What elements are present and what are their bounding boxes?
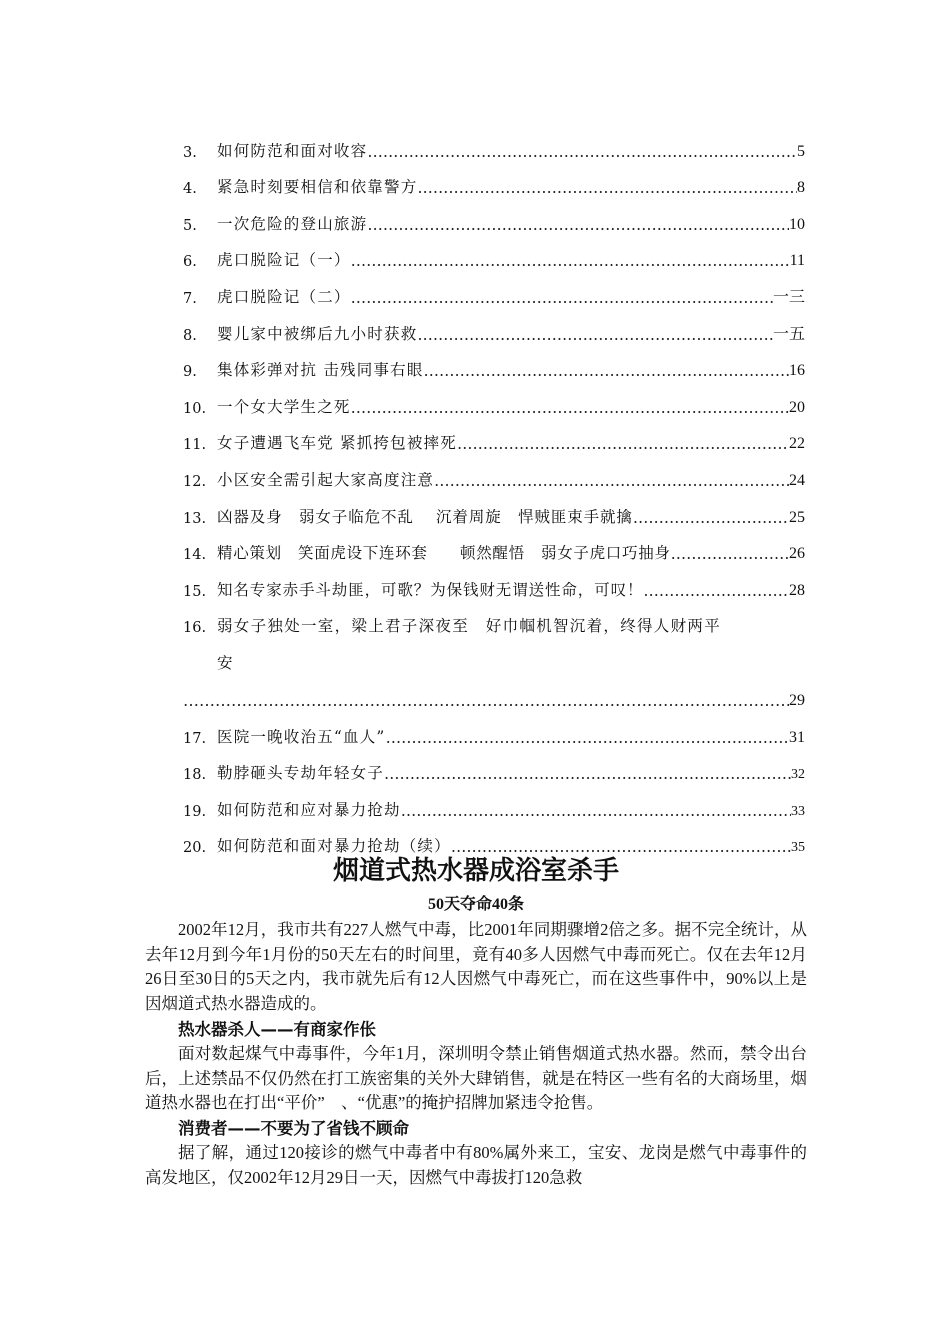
toc-entry-page: 28 [789,581,805,599]
article [145,850,807,1190]
article-paragraph: 面对数起煤气中毒事件，今年1月，深圳明令禁止销售烟道式热水器。然而，禁令出台后，上述禁品不仅仍然在打工族密集的关外大肆销售，就是在特区一些有名的大商场里，烟道热水器也在打出“平价” 、“优惠”的掩护招牌加紧违令抢售。 [145,1043,807,1113]
toc-leader-dots [351,252,790,270]
article-section-heading: 热水器杀人——有商家作伥 [178,1019,376,1039]
toc-leader-dots [351,399,789,417]
toc-entry-page: 5 [797,142,805,160]
toc-entry-number: 18. [183,767,207,784]
toc-entry[interactable] [183,453,805,490]
toc-leader-dots [183,691,789,710]
toc-entry-page: 20 [789,398,805,416]
toc-entry-title: 凶器及身 弱女子临危不乱 沉着周旋 悍贼匪束手就擒 [217,507,633,526]
toc-entry-page: 24 [789,471,805,489]
article-paragraph: 据了解，通过120接诊的燃气中毒者中有80%属外来工，宝安、龙岗是燃气中毒事件的高发地区，仅2002年12月29日一天，因燃气中毒拔打120急救 [145,1142,807,1187]
toc-entry-page: 16 [789,362,805,380]
toc-entry-title: 知名专家赤手斗劫匪，可歌？为保钱财无谓送性命，可叹！ [217,580,644,599]
toc-entry[interactable] [183,710,805,747]
toc-entry-title: 集体彩弹对抗 击残同事右眼 [217,361,424,380]
toc-leader-dots [643,582,789,600]
toc-entry-title: 如何防范和应对暴力抢劫 [217,800,401,819]
toc-entry-number: 8. [183,327,197,344]
toc-entry[interactable] [183,527,805,564]
toc-entry-page: 26 [789,545,805,563]
toc-entry[interactable] [183,490,805,527]
toc-entry[interactable] [183,563,805,600]
toc-entry-title: 一次危险的登山旅游 [217,214,368,233]
toc-entry-page: 一五 [772,325,805,343]
toc-entry-number: 10. [183,400,207,417]
toc-entry-title: 如何防范和面对暴力抢劫（续） [217,837,451,856]
toc-leader-dots [401,802,791,820]
toc-entry-page: 29 [789,691,805,709]
toc-entry-title: 紧急时刻要相信和依靠警方 [217,178,418,197]
toc-entry-title: 虎口脱险记（二） [217,287,351,306]
toc-entry-title: 勒脖砸头专劫年轻女子 [217,764,385,783]
toc-leader-dots [417,179,797,197]
toc-entry[interactable] [183,344,805,381]
toc-entry[interactable] [183,747,805,784]
toc-entry-number: 9. [183,364,197,381]
toc-entry-page: 32 [791,767,805,783]
toc-leader-dots [434,472,789,490]
toc-entry-number: 4. [183,181,197,198]
toc-entry-number: 19. [183,803,207,820]
toc-entry-continuation: 安 [217,653,234,672]
toc-entry-page: 25 [789,508,805,526]
toc-entry-page: 8 [797,179,805,197]
toc-entry-number: 16. [183,620,207,637]
toc-entry-page: 一三 [772,288,805,306]
toc-entry[interactable] [183,783,805,820]
table-of-contents [183,124,805,856]
toc-entry-title: 医院一晚收治五“血人” [217,727,386,746]
article-title: 烟道式热水器成浴室杀手 [332,856,619,886]
toc-entry-page: 22 [789,435,805,453]
toc-entry[interactable] [183,197,805,234]
toc-leader-dots [367,143,797,161]
toc-entry-dotline [183,673,805,710]
toc-entry-title: 精心策划 笑面虎设下连环套 顿然醒悟 弱女子虎口巧抽身 [217,544,671,563]
toc-entry[interactable] [183,600,805,637]
toc-leader-dots [457,435,789,453]
toc-leader-dots [424,362,789,380]
toc-leader-dots [351,289,773,307]
toc-entry-number: 3. [183,144,197,161]
toc-entry-title: 婴儿家中被绑后九小时获救 [217,324,418,343]
toc-entry-page: 11 [789,252,805,270]
toc-leader-dots [386,729,789,747]
toc-entry-number: 15. [183,583,207,600]
article-section-heading: 消费者——不要为了省钱不顾命 [178,1118,409,1138]
toc-entry-page: 33 [791,803,805,819]
toc-entry[interactable] [183,380,805,417]
toc-entry-page: 31 [789,728,805,746]
toc-entry[interactable] [183,161,805,198]
article-paragraph: 2002年12月，我市共有227人燃气中毒，比2001年同期骤增2倍之多。据不完全统计，从去年12月到今年1月份的50天左右的时间里，竟有40多人因燃气中毒而死亡。仅在去年12月26日至30日的5天之内，我市就先后有12人因燃气中毒死亡，而在这些事件中，90%以上是因烟道式热水器造成的。 [145,920,807,1014]
toc-entry-title: 一个女大学生之死 [217,397,351,416]
toc-entry-number: 6. [183,254,197,271]
toc-entry[interactable] [183,270,805,307]
toc-entry-number: 13. [183,510,207,527]
toc-entry-number: 7. [183,290,197,307]
toc-entry[interactable] [183,234,805,271]
toc-entry-title: 小区安全需引起大家高度注意 [217,470,435,489]
article-subtitle: 50天夺命40条 [427,896,524,913]
toc-entry-title: 如何防范和面对收容 [217,141,368,160]
toc-entry-number: 20. [183,840,207,857]
toc-entry[interactable] [183,307,805,344]
toc-entry[interactable] [183,417,805,454]
toc-leader-dots [417,326,773,344]
toc-leader-dots [671,545,789,563]
toc-entry-title: 女子遭遇飞车党 紧抓挎包被摔死 [217,434,457,453]
toc-entry-title: 虎口脱险记（一） [217,251,351,270]
toc-entry-page: 10 [789,215,805,233]
toc-entry-number: 5. [183,217,197,234]
toc-entry-number: 14. [183,547,207,564]
toc-entry[interactable] [183,124,805,161]
toc-entry-page: 35 [791,840,805,856]
toc-entry-number: 17. [183,730,207,747]
toc-leader-dots [384,765,791,783]
toc-entry-number: 11. [183,437,207,454]
toc-leader-dots [633,509,789,527]
toc-leader-dots [367,216,789,234]
toc-entry-number: 12. [183,473,207,490]
toc-entry-title: 弱女子独处一室，梁上君子深夜至 好巾帼机智沉着，终得人财两平 [217,617,722,636]
